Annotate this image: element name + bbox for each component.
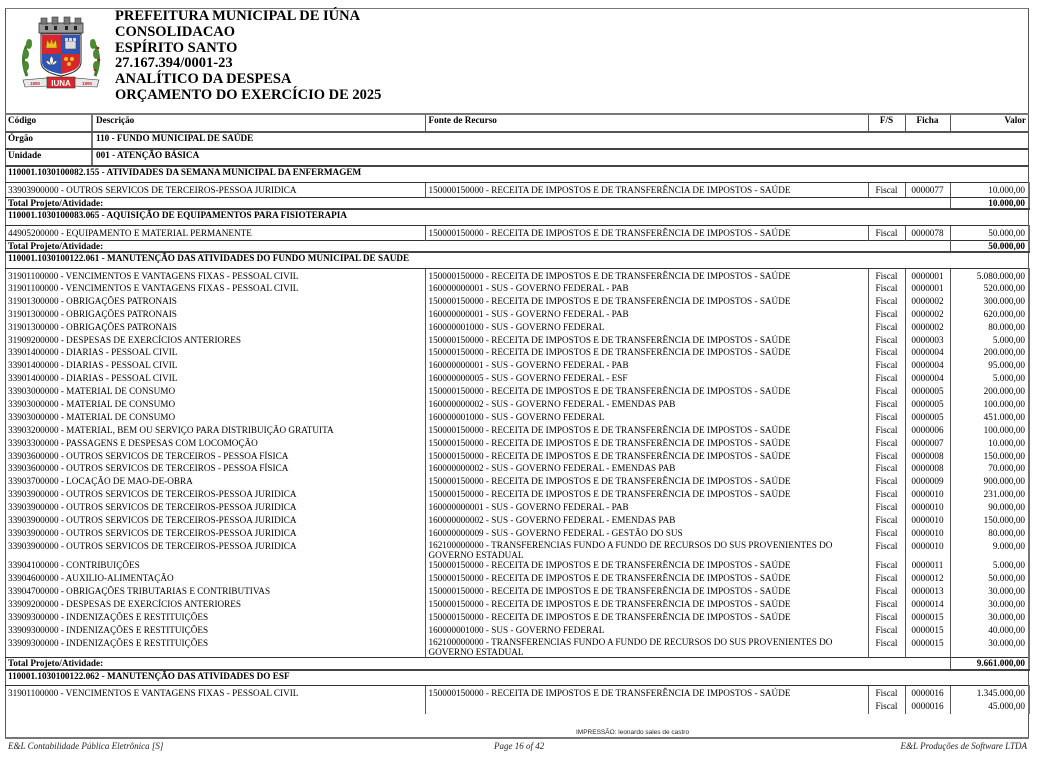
total-value: 10.000,00	[950, 197, 1029, 209]
item-fs: Fiscal	[868, 309, 905, 322]
item-fonte-recurso: 160000000005 - SUS - GOVERNO FEDERAL - ESF	[425, 373, 868, 386]
item-description: 33903900000 - OUTROS SERVICOS DE TERCEIROS-PESSOA JURIDICA	[8, 540, 297, 551]
item-valor: 50.000,00	[950, 573, 1029, 586]
item-ficha: 0000002	[905, 296, 950, 309]
item-ficha: 0000005	[905, 386, 950, 399]
item-valor: 5.000,00	[950, 560, 1029, 573]
item-fs: Fiscal	[868, 686, 905, 701]
item-description: 33903000000 - MATERIAL DE CONSUMO	[8, 386, 176, 397]
footer-software-name: E&L Contabilidade Pública Eletrônica [S]	[8, 741, 164, 751]
item-fonte-recurso: 162100000000 - TRANSFERÊNCIAS FUNDO A FUNDO DE RECURSOS DO SUS PROVENIENTES DO GOVERNO ESTADUAL	[425, 638, 868, 658]
total-value: 50.000,00	[950, 240, 1029, 252]
item-valor: 100.000,00	[950, 399, 1029, 412]
col-header-valor: Valor	[950, 114, 1029, 132]
table-row	[5, 399, 1029, 412]
table-row	[5, 541, 1029, 561]
item-description: 33903900000 - OUTROS SERVICOS DE TERCEIROS-PESSOA JURIDICA	[8, 502, 297, 513]
item-description: 31901300000 - OBRIGAÇÕES PATRONAIS	[8, 308, 177, 319]
col-header-ficha: Ficha	[905, 114, 950, 132]
table-row	[5, 373, 1029, 386]
item-description: 31901100000 - VENCIMENTOS E VANTAGENS FIXAS - PESSOAL CIVIL	[8, 270, 299, 281]
item-fs: Fiscal	[868, 451, 905, 464]
project-row	[5, 209, 1029, 225]
item-description: 33904700000 - OBRIGAÇÕES TRIBUTARIAS E CONTRIBUTIVAS	[8, 586, 271, 597]
item-fs: Fiscal	[868, 268, 905, 283]
item-ficha: 0000002	[905, 322, 950, 335]
item-description: 33903700000 - LOCAÇÃO DE MAO-DE-OBRA	[8, 476, 193, 487]
item-description: 33903000000 - MATERIAL DE CONSUMO	[8, 399, 176, 410]
table-row	[5, 515, 1029, 528]
item-ficha: 0000013	[905, 586, 950, 599]
item-fonte-recurso: 160000001000 - SUS - GOVERNO FEDERAL	[425, 322, 868, 335]
item-ficha: 0000005	[905, 412, 950, 425]
item-fonte-recurso: 150000150000 - RECEITA DE IMPOSTOS E DE TRANSFERÊNCIA DE IMPOSTOS - SAÚDE	[425, 451, 868, 464]
table-row	[5, 347, 1029, 360]
item-valor: 5.080.000,00	[950, 268, 1029, 283]
item-description: 31901100000 - VENCIMENTOS E VANTAGENS FIXAS - PESSOAL CIVIL	[8, 688, 299, 699]
item-description: 31909200000 - DESPESAS DE EXERCÍCIOS ANTERIORES	[8, 334, 242, 345]
item-ficha: 0000015	[905, 612, 950, 625]
item-ficha: 0000004	[905, 360, 950, 373]
table-row	[5, 463, 1029, 476]
consolidation-label: CONSOLIDACAO	[115, 23, 236, 40]
item-fonte-recurso: 150000150000 - RECEITA DE IMPOSTOS E DE TRANSFERÊNCIA DE IMPOSTOS - SAÚDE	[425, 268, 868, 283]
item-ficha: 0000007	[905, 438, 950, 451]
item-valor: 45.000,00	[950, 701, 1029, 714]
item-fs: Fiscal	[868, 463, 905, 476]
col-header-descricao: Descrição	[92, 114, 425, 132]
item-valor: 451.000,00	[950, 412, 1029, 425]
table-row	[5, 476, 1029, 489]
item-valor: 1.345.000,00	[950, 686, 1029, 701]
item-fonte-recurso: 160000000001 - SUS - GOVERNO FEDERAL - PAB	[425, 502, 868, 515]
item-fs: Fiscal	[868, 528, 905, 541]
item-valor: 30.000,00	[950, 638, 1029, 658]
print-user: IMPRESSÃO: leonardo sales de castro	[576, 729, 690, 736]
item-fonte-recurso: 150000150000 - RECEITA DE IMPOSTOS E DE TRANSFERÊNCIA DE IMPOSTOS - SAÚDE	[425, 182, 868, 197]
item-fonte-recurso: 150000150000 - RECEITA DE IMPOSTOS E DE TRANSFERÊNCIA DE IMPOSTOS - SAÚDE	[425, 599, 868, 612]
table-row	[5, 182, 1029, 197]
table-row	[5, 586, 1029, 599]
item-ficha: 0000012	[905, 573, 950, 586]
expense-table	[5, 113, 1030, 714]
item-fonte-recurso: 162100000000 - TRANSFERÊNCIAS FUNDO A FUNDO DE RECURSOS DO SUS PROVENIENTES DO GOVERNO ESTADUAL	[425, 541, 868, 561]
table-row	[5, 502, 1029, 515]
item-fs: Fiscal	[868, 560, 905, 573]
project-row	[5, 252, 1029, 268]
item-valor: 80.000,00	[950, 528, 1029, 541]
item-valor: 5.000,00	[950, 335, 1029, 348]
item-ficha: 0000014	[905, 599, 950, 612]
item-ficha: 0000015	[905, 638, 950, 658]
project-total-row	[5, 240, 1029, 252]
item-ficha: 0000016	[905, 686, 950, 701]
item-fonte-recurso: 150000150000 - RECEITA DE IMPOSTOS E DE TRANSFERÊNCIA DE IMPOSTOS - SAÚDE	[425, 438, 868, 451]
item-description: 33903200000 - MATERIAL, BEM OU SERVIÇO PARA DISTRIBUIÇÃO GRATUITA	[8, 424, 334, 435]
item-fs: Fiscal	[868, 489, 905, 502]
footer-company-name: E&L Produções de Software LTDA	[900, 741, 1027, 751]
item-fonte-recurso: 160000000001 - SUS - GOVERNO FEDERAL - PAB	[425, 283, 868, 296]
item-valor: 30.000,00	[950, 599, 1029, 612]
item-description: 33901400000 - DIARIAS - PESSOAL CIVIL	[8, 347, 178, 358]
table-row	[5, 638, 1029, 658]
item-fonte-recurso: 160000001000 - SUS - GOVERNO FEDERAL	[425, 412, 868, 425]
item-fs: Fiscal	[868, 296, 905, 309]
item-description: 33909300000 - INDENIZAÇÕES E RESTITUIÇÕES	[8, 611, 209, 622]
project-title: 110001.1030100083.065 - AQUISIÇÃO DE EQUIPAMENTOS PARA FISIOTERAPIA	[5, 209, 1029, 225]
item-ficha: 0000010	[905, 515, 950, 528]
table-row	[5, 451, 1029, 464]
item-fonte-recurso: 160000000002 - SUS - GOVERNO FEDERAL - EMENDAS PAB	[425, 399, 868, 412]
item-description: 31901300000 - OBRIGAÇÕES PATRONAIS	[8, 321, 177, 332]
table-row	[5, 625, 1029, 638]
item-ficha: 0000004	[905, 373, 950, 386]
svg-text:IUNA: IUNA	[51, 79, 71, 88]
footer-divider	[5, 737, 1029, 739]
item-fonte-recurso: 150000150000 - RECEITA DE IMPOSTOS E DE TRANSFERÊNCIA DE IMPOSTOS - SAÚDE	[425, 612, 868, 625]
item-ficha: 0000001	[905, 268, 950, 283]
table-header-row	[5, 114, 1029, 132]
item-valor: 100.000,00	[950, 425, 1029, 438]
project-total-row	[5, 197, 1029, 209]
item-description: 33901400000 - DIARIAS - PESSOAL CIVIL	[8, 373, 178, 384]
table-row	[5, 612, 1029, 625]
item-fonte-recurso: 150000150000 - RECEITA DE IMPOSTOS E DE TRANSFERÊNCIA DE IMPOSTOS - SAÚDE	[425, 225, 868, 240]
item-fs: Fiscal	[868, 502, 905, 515]
item-valor: 70.000,00	[950, 463, 1029, 476]
item-valor: 620.000,00	[950, 309, 1029, 322]
item-fs: Fiscal	[868, 701, 905, 714]
item-fonte-recurso: 160000000002 - SUS - GOVERNO FEDERAL - EMENDAS PAB	[425, 515, 868, 528]
item-fs: Fiscal	[868, 541, 905, 561]
item-description: 33909200000 - DESPESAS DE EXERCÍCIOS ANTERIORES	[8, 599, 242, 610]
item-fs: Fiscal	[868, 283, 905, 296]
item-fonte-recurso	[425, 701, 868, 714]
item-valor: 30.000,00	[950, 586, 1029, 599]
item-description: 33901400000 - DIARIAS - PESSOAL CIVIL	[8, 360, 178, 371]
item-fonte-recurso: 160000000002 - SUS - GOVERNO FEDERAL - EMENDAS PAB	[425, 463, 868, 476]
item-valor: 300.000,00	[950, 296, 1029, 309]
item-description: 33903000000 - MATERIAL DE CONSUMO	[8, 411, 176, 422]
item-ficha: 0000010	[905, 502, 950, 515]
item-fs: Fiscal	[868, 425, 905, 438]
item-fonte-recurso: 150000150000 - RECEITA DE IMPOSTOS E DE TRANSFERÊNCIA DE IMPOSTOS - SAÚDE	[425, 386, 868, 399]
table-row	[5, 283, 1029, 296]
table-row	[5, 425, 1029, 438]
item-description: 33909300000 - INDENIZAÇÕES E RESTITUIÇÕES	[8, 624, 209, 635]
svg-text:1890: 1890	[81, 81, 93, 86]
item-fs: Fiscal	[868, 399, 905, 412]
col-header-fs: F/S	[868, 114, 905, 132]
item-fs: Fiscal	[868, 225, 905, 240]
item-valor: 5.000,00	[950, 373, 1029, 386]
item-fonte-recurso: 160000001000 - SUS - GOVERNO FEDERAL	[425, 625, 868, 638]
item-ficha: 0000015	[905, 625, 950, 638]
item-description: 33903600000 - OUTROS SERVICOS DE TERCEIROS - PESSOA FÍSICA	[8, 463, 289, 474]
item-fonte-recurso: 150000150000 - RECEITA DE IMPOSTOS E DE TRANSFERÊNCIA DE IMPOSTOS - SAÚDE	[425, 560, 868, 573]
table-row	[5, 489, 1029, 502]
total-label: Total Projeto/Atividade:	[5, 197, 950, 209]
table-row	[5, 573, 1029, 586]
table-row	[5, 335, 1029, 348]
item-fs: Fiscal	[868, 612, 905, 625]
item-fs: Fiscal	[868, 335, 905, 348]
table-row	[5, 438, 1029, 451]
item-fonte-recurso: 150000150000 - RECEITA DE IMPOSTOS E DE TRANSFERÊNCIA DE IMPOSTOS - SAÚDE	[425, 425, 868, 438]
total-label: Total Projeto/Atividade:	[5, 240, 950, 252]
item-valor: 90.000,00	[950, 502, 1029, 515]
item-fs: Fiscal	[868, 638, 905, 658]
item-ficha: 0000078	[905, 225, 950, 240]
item-ficha: 0000006	[905, 425, 950, 438]
budget-year-title: ORÇAMENTO DO EXERCÍCIO DE 2025	[115, 86, 382, 103]
item-ficha: 0000002	[905, 309, 950, 322]
item-valor: 10.000,00	[950, 182, 1029, 197]
item-valor: 9.000,00	[950, 541, 1029, 561]
item-fs: Fiscal	[868, 586, 905, 599]
item-fs: Fiscal	[868, 322, 905, 335]
item-fs: Fiscal	[868, 386, 905, 399]
item-fs: Fiscal	[868, 625, 905, 638]
item-valor: 200.000,00	[950, 386, 1029, 399]
col-header-codigo: Código	[5, 114, 92, 132]
report-header	[5, 8, 1029, 112]
item-ficha: 0000005	[905, 399, 950, 412]
orgao-value: 110 - FUNDO MUNICIPAL DE SAÚDE	[92, 132, 1029, 149]
total-label: Total Projeto/Atividade:	[5, 658, 950, 670]
project-row	[5, 166, 1029, 182]
orgao-label: Órgão	[5, 132, 92, 149]
table-row	[5, 599, 1029, 612]
project-total-row	[5, 658, 1029, 670]
svg-text:1890: 1890	[29, 81, 41, 86]
item-fs: Fiscal	[868, 182, 905, 197]
table-row	[5, 560, 1029, 573]
item-valor: 150.000,00	[950, 451, 1029, 464]
item-fs: Fiscal	[868, 360, 905, 373]
item-fonte-recurso: 160000000001 - SUS - GOVERNO FEDERAL - PAB	[425, 309, 868, 322]
item-ficha: 0000001	[905, 283, 950, 296]
item-ficha: 0000008	[905, 451, 950, 464]
table-row	[5, 309, 1029, 322]
item-ficha: 0000010	[905, 489, 950, 502]
item-description: 44905200000 - EQUIPAMENTO E MATERIAL PERMANENTE	[8, 227, 252, 238]
item-valor: 80.000,00	[950, 322, 1029, 335]
total-value: 9.661.000,00	[950, 658, 1029, 670]
unidade-row	[5, 149, 1029, 166]
item-fonte-recurso: 150000150000 - RECEITA DE IMPOSTOS E DE TRANSFERÊNCIA DE IMPOSTOS - SAÚDE	[425, 586, 868, 599]
item-ficha: 0000008	[905, 463, 950, 476]
item-fs: Fiscal	[868, 573, 905, 586]
state-name: ESPÍRITO SANTO	[115, 39, 238, 56]
item-fonte-recurso: 150000150000 - RECEITA DE IMPOSTOS E DE TRANSFERÊNCIA DE IMPOSTOS - SAÚDE	[425, 489, 868, 502]
orgao-row	[5, 132, 1029, 149]
table-row	[5, 386, 1029, 399]
item-valor: 95.000,00	[950, 360, 1029, 373]
municipality-name: PREFEITURA MUNICIPAL DE IÚNA	[115, 8, 361, 24]
item-description: 33903900000 - OUTROS SERVICOS DE TERCEIROS-PESSOA JURIDICA	[8, 184, 297, 195]
project-title: 110001.1030100082.155 - ATIVIDADES DA SEMANA MUNICIPAL DA ENFERMAGEM	[5, 166, 1029, 182]
table-row	[5, 360, 1029, 373]
item-fs: Fiscal	[868, 599, 905, 612]
header-title-block	[115, 9, 381, 104]
item-fonte-recurso: 160000000009 - SUS - GOVERNO FEDERAL - GESTÃO DO SUS	[425, 528, 868, 541]
item-fonte-recurso: 160000000001 - SUS - GOVERNO FEDERAL - PAB	[425, 360, 868, 373]
unidade-value: 001 - ATENÇÃO BÁSICA	[92, 149, 1029, 166]
item-fonte-recurso: 150000150000 - RECEITA DE IMPOSTOS E DE TRANSFERÊNCIA DE IMPOSTOS - SAÚDE	[425, 347, 868, 360]
item-fs: Fiscal	[868, 515, 905, 528]
item-valor: 50.000,00	[950, 225, 1029, 240]
item-valor: 900.000,00	[950, 476, 1029, 489]
table-row	[5, 322, 1029, 335]
item-description	[5, 701, 425, 714]
item-fs: Fiscal	[868, 476, 905, 489]
item-fs: Fiscal	[868, 412, 905, 425]
item-ficha: 0000010	[905, 528, 950, 541]
table-row	[5, 268, 1029, 283]
item-description: 31901300000 - OBRIGAÇÕES PATRONAIS	[8, 295, 177, 306]
table-row	[5, 225, 1029, 240]
item-valor: 150.000,00	[950, 515, 1029, 528]
item-description: 33903300000 - PASSAGENS E DESPESAS COM LOCOMOÇÃO	[8, 437, 258, 448]
item-valor: 30.000,00	[950, 612, 1029, 625]
item-fonte-recurso: 150000150000 - RECEITA DE IMPOSTOS E DE TRANSFERÊNCIA DE IMPOSTOS - SAÚDE	[425, 686, 868, 701]
project-title: 110001.1030100122.061 - MANUTENÇÃO DAS ATIVIDADES DO FUNDO MUNICIPAL DE SAUDE	[5, 252, 1029, 268]
item-description: 31901100000 - VENCIMENTOS E VANTAGENS FIXAS - PESSOAL CIVIL	[8, 283, 299, 293]
item-description: 33904100000 - CONTRIBUIÇÕES	[8, 560, 140, 571]
table-row	[5, 412, 1029, 425]
item-description: 33904600000 - AUXILIO-ALIMENTAÇÃO	[8, 573, 174, 584]
table-row	[5, 528, 1029, 541]
item-valor: 231.000,00	[950, 489, 1029, 502]
item-ficha: 0000004	[905, 347, 950, 360]
item-fs: Fiscal	[868, 438, 905, 451]
table-row	[5, 686, 1029, 701]
col-header-fonte: Fonte de Recurso	[425, 114, 868, 132]
item-description: 33903900000 - OUTROS SERVICOS DE TERCEIROS-PESSOA JURIDICA	[8, 515, 297, 526]
item-fonte-recurso: 150000150000 - RECEITA DE IMPOSTOS E DE TRANSFERÊNCIA DE IMPOSTOS - SAÚDE	[425, 296, 868, 309]
item-fonte-recurso: 150000150000 - RECEITA DE IMPOSTOS E DE TRANSFERÊNCIA DE IMPOSTOS - SAÚDE	[425, 573, 868, 586]
item-ficha: 0000009	[905, 476, 950, 489]
item-valor: 40.000,00	[950, 625, 1029, 638]
item-valor: 200.000,00	[950, 347, 1029, 360]
unidade-label: Unidade	[5, 149, 92, 166]
item-fonte-recurso: 150000150000 - RECEITA DE IMPOSTOS E DE TRANSFERÊNCIA DE IMPOSTOS - SAÚDE	[425, 335, 868, 348]
item-description: 33903600000 - OUTROS SERVICOS DE TERCEIROS - PESSOA FÍSICA	[8, 450, 289, 461]
item-valor: 10.000,00	[950, 438, 1029, 451]
report-title: ANALÍTICO DA DESPESA	[115, 71, 292, 88]
item-description: 33909300000 - INDENIZAÇÕES E RESTITUIÇÕES	[8, 637, 209, 648]
cnpj: 27.167.394/0001-23	[115, 55, 233, 72]
item-ficha: 0000077	[905, 182, 950, 197]
item-fs: Fiscal	[868, 347, 905, 360]
item-valor: 520.000,00	[950, 283, 1029, 296]
table-row	[5, 296, 1029, 309]
municipal-crest-icon	[19, 14, 103, 94]
project-row	[5, 670, 1029, 686]
item-ficha: 0000016	[905, 701, 950, 714]
item-ficha: 0000011	[905, 560, 950, 573]
page-number: Page 16 of 42	[494, 741, 545, 751]
project-title: 110001.1030100122.062 - MANUTENÇÃO DAS ATIVIDADES DO ESF	[5, 670, 1029, 686]
item-description: 33903900000 - OUTROS SERVICOS DE TERCEIROS-PESSOA JURIDICA	[8, 489, 297, 500]
item-fs: Fiscal	[868, 373, 905, 386]
item-fonte-recurso: 150000150000 - RECEITA DE IMPOSTOS E DE TRANSFERÊNCIA DE IMPOSTOS - SAÚDE	[425, 476, 868, 489]
item-ficha: 0000003	[905, 335, 950, 348]
item-ficha: 0000010	[905, 541, 950, 561]
item-description: 33903900000 - OUTROS SERVICOS DE TERCEIROS-PESSOA JURIDICA	[8, 527, 297, 538]
table-row	[5, 701, 1029, 714]
